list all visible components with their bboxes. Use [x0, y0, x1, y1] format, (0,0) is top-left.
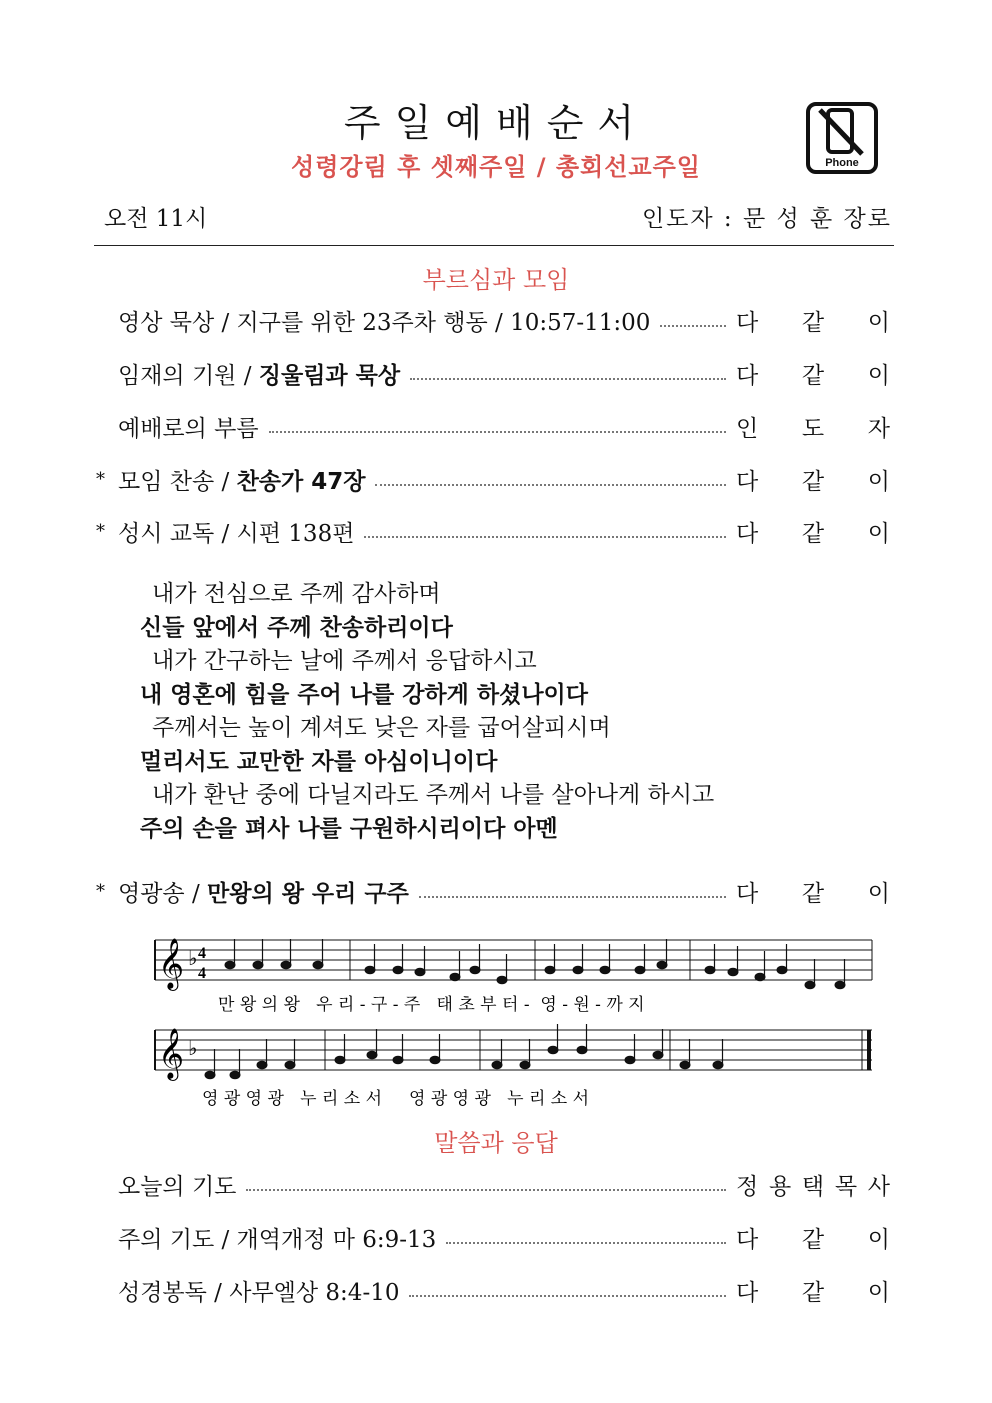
service-item-participant: [736, 463, 890, 496]
note-head: [205, 1071, 215, 1079]
service-item-participant: [736, 410, 890, 443]
service-item-text: 영상 묵상 / 지구를 위한 23주차 행동 / 10:57-11:00: [118, 309, 651, 336]
participant-char: 다: [736, 468, 759, 495]
service-item-participant: [736, 1221, 890, 1254]
note-head: [548, 1046, 558, 1054]
service-item: [96, 1167, 890, 1201]
service-item-emphasis: 만왕의 왕 우리 구주: [207, 880, 409, 907]
service-item-label: [118, 463, 365, 496]
service-item-participant: [736, 875, 890, 908]
participant-char: 다: [736, 520, 759, 547]
flat-icon: ♭: [188, 1036, 198, 1060]
note-head: [713, 1061, 723, 1069]
note-head: [680, 1061, 690, 1069]
standing-mark: *: [96, 880, 105, 902]
service-item-text: 오늘의 기도: [118, 1173, 237, 1200]
psalm-line: 내가 간구하는 날에 주께서 응답하시고: [152, 648, 537, 674]
note-head: [335, 1056, 345, 1064]
service-item: [96, 462, 890, 496]
service-item: [96, 303, 890, 337]
participant-char: 이: [867, 1279, 890, 1306]
service-item-label: [118, 1274, 399, 1307]
service-item-text: 성시 교독 / 시편 138편: [118, 520, 355, 547]
psalm-line: 신들 앞에서 주께 찬송하리이다: [140, 614, 453, 641]
service-item-label: [118, 875, 409, 908]
treble-clef-icon: 𝄞: [158, 938, 185, 989]
participant-char: 이: [867, 362, 890, 389]
service-item-label: [118, 357, 400, 390]
leader-dots: [419, 896, 726, 898]
service-item: [96, 1220, 890, 1254]
participant-char: 정: [736, 1173, 759, 1200]
service-item: [96, 874, 890, 908]
service-item-label: [118, 304, 650, 337]
leader-dots: [660, 325, 726, 327]
note-head: [225, 961, 235, 969]
participant-char: 이: [867, 1226, 890, 1253]
time-sig-bottom: 4: [198, 965, 206, 982]
note-head: [281, 961, 291, 969]
participant-char: 다: [736, 1279, 759, 1306]
time-sig-top: 4: [198, 945, 206, 962]
note-head: [520, 1061, 530, 1069]
note-head: [635, 966, 645, 974]
service-item-label: [118, 1221, 436, 1254]
psalm-line: 주의 손을 펴사 나를 구원하시리이다 아멘: [140, 815, 558, 842]
participant-char: 용: [768, 1173, 792, 1200]
doxology-score: [150, 930, 880, 1110]
note-head: [393, 1056, 403, 1064]
participant-char: 다: [736, 309, 759, 336]
participant-char: 이: [867, 468, 890, 495]
participant-char: 이: [867, 309, 890, 336]
service-item: [96, 514, 890, 548]
service-item-label: [118, 410, 259, 443]
note-head: [492, 1061, 502, 1069]
note-head: [285, 1061, 295, 1069]
note-head: [367, 1051, 377, 1059]
note-head: [393, 966, 403, 974]
service-item-emphasis: 징울림과 묵상: [258, 362, 401, 389]
note-head: [450, 973, 460, 981]
note-head: [625, 1056, 635, 1064]
note-head: [657, 961, 667, 969]
note-head: [415, 968, 425, 976]
note-head: [470, 966, 480, 974]
note-head: [835, 981, 845, 989]
service-item: [96, 1273, 890, 1307]
participant-char: 사: [867, 1173, 890, 1200]
standing-mark: *: [96, 468, 105, 490]
participant-char: 같: [801, 1279, 825, 1306]
psalm-line: 주께서는 높이 계셔도 낮은 자를 굽어살피시며: [152, 715, 611, 741]
participant-char: 다: [736, 1226, 759, 1253]
note-head: [313, 961, 323, 969]
participant-char: 자: [867, 415, 890, 442]
participant-char: 택: [801, 1173, 825, 1200]
note-head: [573, 966, 583, 974]
participant-char: 이: [867, 520, 890, 547]
header-divider: [94, 245, 894, 246]
participant-char: 다: [736, 880, 759, 907]
leader-dots: [246, 1189, 726, 1191]
service-item-participant: [736, 1168, 890, 1201]
score-lyrics-line-2: 영 광 영 광 누 리 소 서 영 광 영 광 누 리 소 서: [202, 1089, 590, 1109]
service-item-label: [118, 515, 354, 548]
participant-char: 같: [801, 1226, 825, 1253]
service-item: [96, 356, 890, 390]
service-item-emphasis: 찬송가 47장: [236, 468, 366, 495]
service-item-text: 모임 찬송 /: [118, 468, 237, 495]
score-lyrics-line-1: 만 왕 의 왕 우 리 - 구 - 주 태 초 부 터 - 영 - 원 - 까 지: [218, 995, 645, 1015]
treble-clef-icon: 𝄞: [158, 1028, 185, 1079]
note-head: [253, 961, 263, 969]
service-item-text: 영광송 /: [118, 880, 208, 907]
note-head: [705, 966, 715, 974]
page-subtitle: 성령강림 후 셋째주일 / 총회선교주일: [291, 153, 701, 181]
note-head: [230, 1071, 240, 1079]
leader-dots: [446, 1242, 726, 1244]
section-heading-gathering: 부르심과 모임: [422, 266, 570, 294]
note-head: [365, 966, 375, 974]
psalm-line: 내가 전심으로 주께 감사하며: [152, 581, 441, 607]
flat-icon: ♭: [188, 946, 198, 970]
service-item-text: 임재의 기원 /: [118, 362, 259, 389]
service-leader: 인도자 : 문 성 훈 장로: [641, 206, 892, 232]
participant-char: 같: [801, 520, 825, 547]
page-title: 주일예배순서: [343, 101, 649, 145]
participant-char: 같: [801, 309, 825, 336]
leader-dots: [410, 378, 726, 380]
section-heading-word: 말씀과 응답: [434, 1129, 558, 1157]
service-item-label: [118, 1168, 236, 1201]
note-head: [577, 1046, 587, 1054]
psalm-line: 내 영혼에 힘을 주어 나를 강하게 하셨나이다: [140, 681, 588, 708]
note-head: [600, 966, 610, 974]
service-item-participant: [736, 357, 890, 390]
service-item: [96, 409, 890, 443]
participant-char: 도: [801, 415, 825, 442]
phone-icon-label: Phone: [825, 157, 859, 169]
psalm-line: 멀리서도 교만한 자를 아심이니이다: [140, 748, 498, 775]
note-head: [728, 968, 738, 976]
service-item-participant: [736, 304, 890, 337]
note-head: [257, 1061, 267, 1069]
participant-char: 다: [736, 362, 759, 389]
leader-dots: [364, 536, 726, 538]
service-item-text: 주의 기도 / 개역개정 마 6:9-13: [118, 1226, 437, 1253]
participant-char: 목: [834, 1173, 858, 1200]
service-item-text: 성경봉독 / 사무엘상 8:4-10: [118, 1279, 400, 1306]
note-head: [545, 966, 555, 974]
service-item-participant: [736, 1274, 890, 1307]
service-item-participant: [736, 515, 890, 548]
note-head: [755, 973, 765, 981]
service-time: 오전 11시: [104, 206, 208, 232]
service-item-text: 예배로의 부름: [118, 415, 259, 442]
note-head: [653, 1051, 663, 1059]
note-head: [497, 976, 507, 984]
no-phone-icon: [806, 102, 878, 174]
participant-char: 이: [867, 880, 890, 907]
psalm-line: 내가 환난 중에 다닐지라도 주께서 나를 살아나게 하시고: [152, 782, 715, 808]
participant-char: 같: [801, 880, 825, 907]
leader-dots: [409, 1295, 726, 1297]
psalm-responsive-reading: [140, 578, 714, 846]
note-head: [430, 1056, 440, 1064]
standing-mark: *: [96, 520, 105, 542]
participant-char: 같: [801, 468, 825, 495]
participant-char: 같: [801, 362, 825, 389]
leader-dots: [375, 484, 726, 486]
leader-dots: [269, 431, 726, 433]
note-head: [805, 981, 815, 989]
note-head: [777, 966, 787, 974]
participant-char: 인: [736, 415, 759, 442]
